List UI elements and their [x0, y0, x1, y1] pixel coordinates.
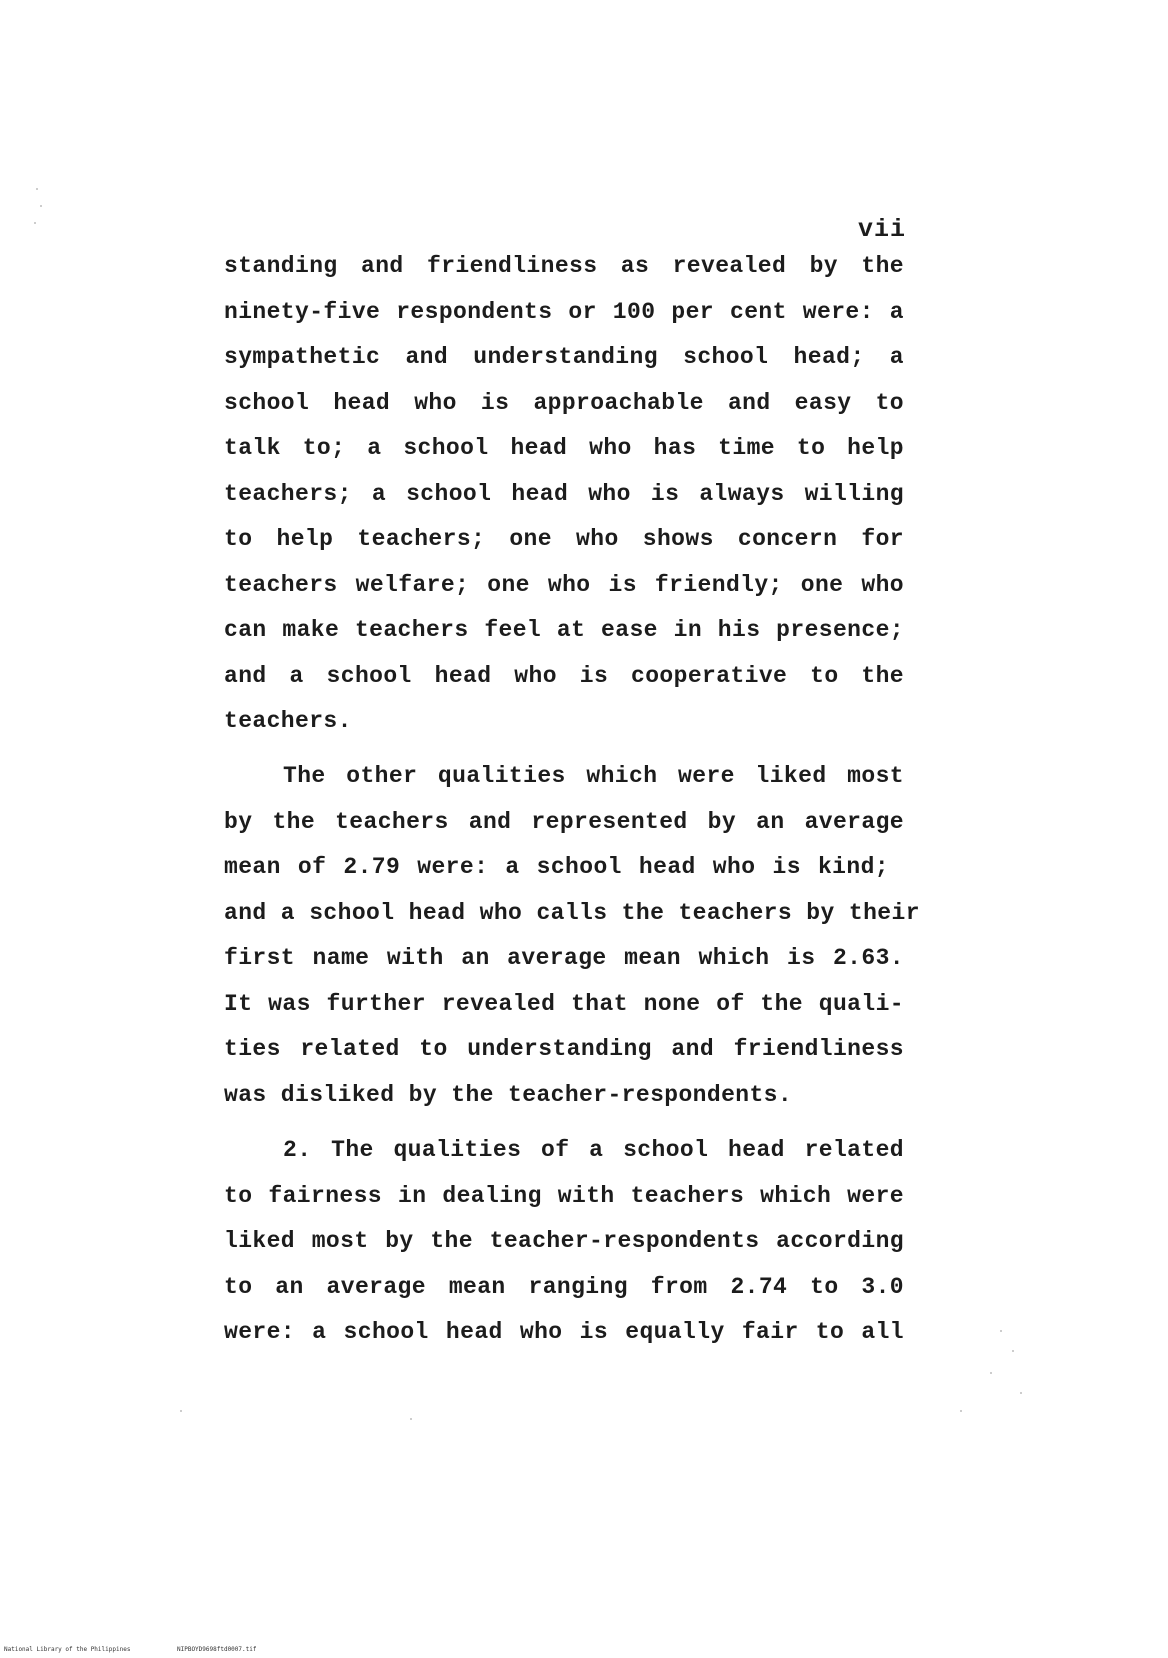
text-line-17: It was further revealed that none of the quali-	[224, 991, 904, 1017]
text-line-19: was disliked by the teacher-respondents.	[224, 1082, 793, 1108]
footer-library-name: National Library of the Philippines	[4, 1646, 131, 1653]
text-line-3: sympathetic and understanding school head; a	[224, 344, 904, 370]
scan-speck	[34, 222, 36, 224]
text-line-10: and a school head who is cooperative to the	[224, 663, 904, 689]
text-line-16: first name with an average mean which is 2.63.	[224, 945, 904, 971]
text-line-2: ninety-five respondents or 100 per cent were: a	[224, 299, 904, 325]
text-line-8: teachers welfare; one who is friendly; one who	[224, 572, 904, 598]
text-line-9: can make teachers feel at ease in his presence;	[224, 617, 904, 643]
text-line-7: to help teachers; one who shows concern for	[224, 526, 904, 552]
scan-speck	[40, 205, 42, 207]
text-line-13: by the teachers and represented by an average	[224, 809, 904, 835]
scan-speck	[990, 1372, 992, 1374]
text-line-22: liked most by the teacher-respondents according	[224, 1228, 904, 1254]
text-line-6: teachers; a school head who is always willing	[224, 481, 904, 507]
scan-speck	[1020, 1392, 1022, 1394]
text-line-21: to fairness in dealing with teachers which were	[224, 1183, 904, 1209]
scan-speck	[410, 1418, 412, 1420]
text-line-1: standing and friendliness as revealed by the	[224, 253, 904, 279]
text-line-14: mean of 2.79 were: a school head who is kind;	[224, 854, 889, 880]
text-line-5: talk to; a school head who has time to help	[224, 435, 904, 461]
page-number: vii	[858, 215, 907, 244]
text-line-4: school head who is approachable and easy to	[224, 390, 904, 416]
scan-speck	[960, 1410, 962, 1412]
scan-speck	[1000, 1330, 1002, 1332]
text-line-24: were: a school head who is equally fair to all	[224, 1319, 904, 1345]
footer-file-name: NIPBOYD9698ftd0007.tif	[177, 1646, 257, 1653]
text-line-23: to an average mean ranging from 2.74 to 3.0	[224, 1274, 904, 1300]
scan-speck	[180, 1410, 182, 1412]
text-line-11: teachers.	[224, 708, 352, 734]
text-line-20: 2. The qualities of a school head related	[283, 1137, 904, 1163]
text-line-18: ties related to understanding and friendliness	[224, 1036, 904, 1062]
text-line-12: The other qualities which were liked most	[283, 763, 904, 789]
text-line-15: and a school head who calls the teachers by their	[224, 900, 920, 926]
scan-speck	[36, 188, 38, 190]
scan-speck	[1012, 1350, 1014, 1352]
